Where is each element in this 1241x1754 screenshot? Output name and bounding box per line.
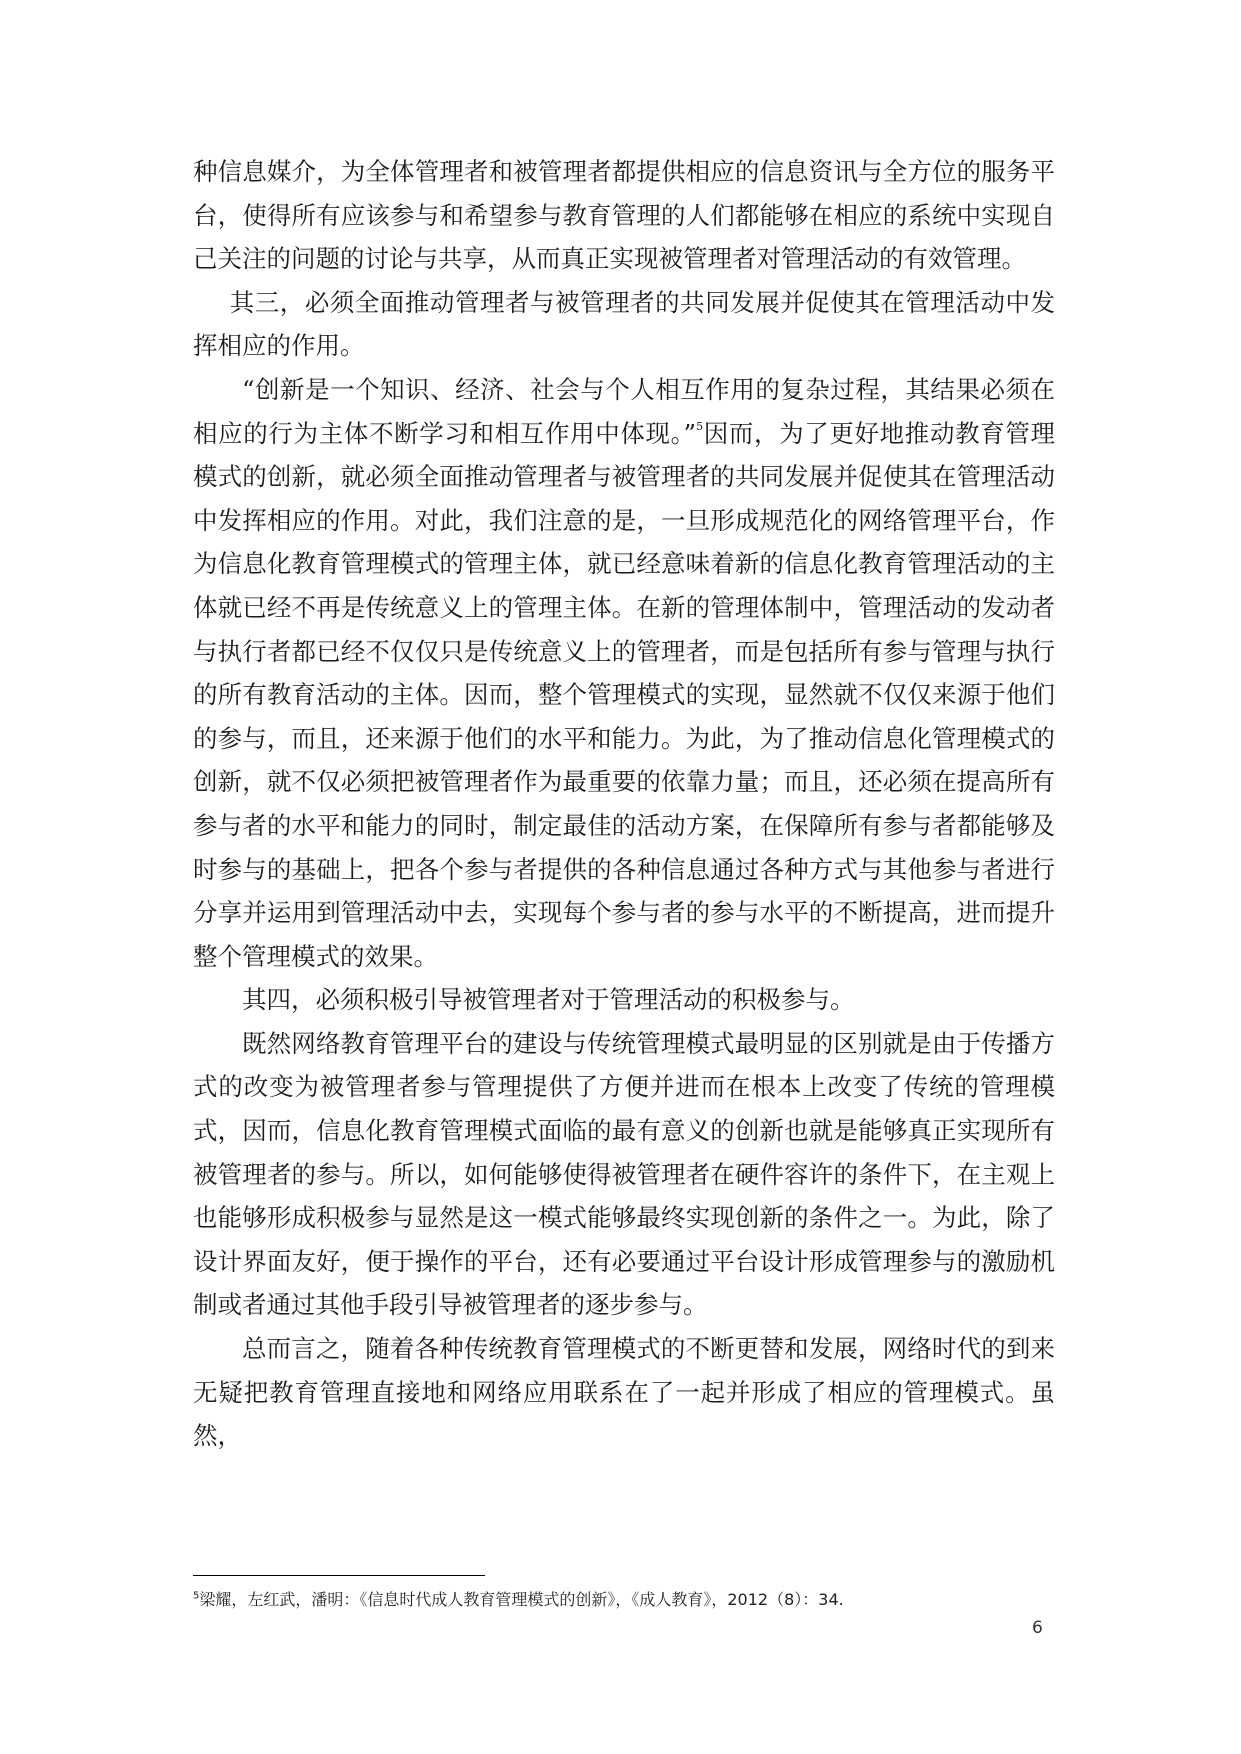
footnote-reference[interactable]: 5 [696, 420, 704, 434]
paragraph-quote [193, 368, 1055, 978]
quote-followup-text: 因而，为了更好地推动教育管理模式的创新，就必须全面推动管理者与被管理者的共同发展并促使其在管理活动中发挥相应的作用。对此，我们注意的是，一旦形成规范化的网络管理平台，作为信息化教育管理模式的管理主体，就已经意味着新的信息化教育管理活动的主体就已经不再是传统意义上的管理主体。在新的管理体制中，管理活动的发动者与执行者都已经不仅仅只是传统意义上的管理者，而是包括所有参与管理与执行的所有教育活动的主体。因而，整个管理模式的实现，显然就不仅仅来源于他们的参与，而且，还来源于他们的水平和能力。为此，为了推动信息化管理模式的创新，就不仅必须把被管理者作为最重要的依靠力量；而且，还必须在提高所有参与者的水平和能力的同时，制定最佳的活动方案，在保障所有参与者都能够及时参与的基础上，把各个参与者提供的各种信息通过各种方式与其他参与者进行分享并运用到管理活动中去，实现每个参与者的参与水平的不断提高，进而提升整个管理模式的效果。 [193, 418, 1056, 971]
footnote [193, 1589, 844, 1611]
footnote-text: 梁耀，左红武，潘明：《信息时代成人教育管理模式的创新》，《成人教育》，2012（8）：34. [199, 1590, 844, 1609]
footnote-divider [193, 1575, 485, 1576]
paragraph-continued: 种信息媒介，为全体管理者和被管理者都提供相应的信息资讯与全方位的服务平台，使得所有应该参与和希望参与教育管理的人们都能够在相应的系统中实现自己关注的问题的讨论与共享，从而真正实现被管理者对管理活动的有效管理。 [193, 157, 1055, 274]
quote-text: “创新是一个知识、经济、社会与个人相互作用的复杂过程，其结果必须在相应的行为主体不断学习和相互作用中体现。” [193, 374, 1055, 448]
paragraph-network-platform: 既然网络教育管理平台的建设与传统管理模式最明显的区别就是由于传播方式的改变为被管理者参与管理提供了方便并进而在根本上改变了传统的管理模式，因而，信息化教育管理模式面临的最有意义的创新也就是能够真正实现所有被管理者的参与。所以，如何能够使得被管理者在硬件容许的条件下，在主观上也能够形成积极参与显然是这一模式能够最终实现创新的条件之一。为此，除了设计界面友好，便于操作的平台，还有必要通过平台设计形成管理参与的激励机制或者通过其他手段引导被管理者的逐步参与。 [193, 1028, 1055, 1320]
page-number: 6 [1032, 1618, 1043, 1638]
footnote-marker: 5 [193, 1590, 200, 1602]
paragraph-conclusion: 总而言之，随着各种传统教育管理模式的不断更替和发展，网络时代的到来无疑把教育管理直接地和网络应用联系在了一起并形成了相应的管理模式。虽然， [193, 1334, 1055, 1451]
paragraph-point-three: 其三，必须全面推动管理者与被管理者的共同发展并促使其在管理活动中发挥相应的作用。 [193, 287, 1055, 361]
body-text [193, 150, 1055, 1458]
paragraph-point-four: 其四，必须积极引导被管理者对于管理活动的积极参与。 [242, 985, 855, 1015]
